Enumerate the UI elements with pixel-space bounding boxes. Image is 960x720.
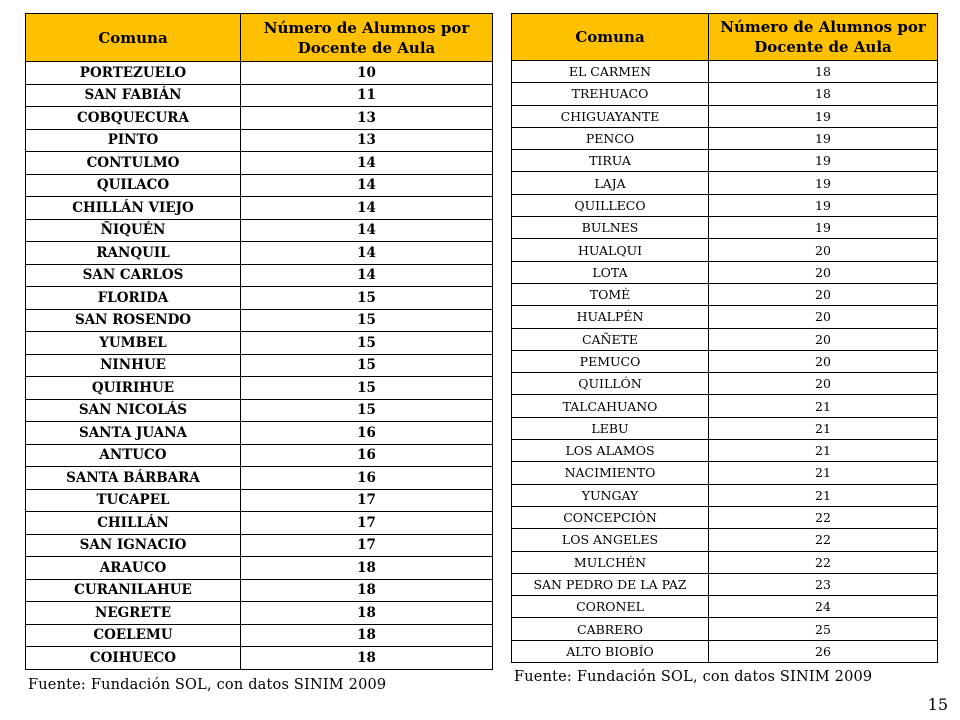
right-comuna-cell: CHIGUAYANTE	[512, 105, 709, 127]
left-comuna-cell: SAN CARLOS	[26, 264, 241, 287]
right-table-row	[512, 328, 938, 350]
right-comuna-cell: PEMUCO	[512, 350, 709, 372]
left-table-row	[26, 602, 493, 625]
right-ratio-cell: 21	[709, 484, 938, 506]
left-table-row	[26, 579, 493, 602]
right-table-row	[512, 551, 938, 573]
left-table-row	[26, 332, 493, 355]
right-comuna-cell: TOMÉ	[512, 283, 709, 305]
right-ratio-cell: 20	[709, 350, 938, 372]
right-comuna-cell: LOS ANGELES	[512, 529, 709, 551]
page-number: 15	[927, 695, 948, 714]
right-table-row	[512, 105, 938, 127]
right-ratio-cell: 22	[709, 506, 938, 528]
right-ratio-cell: 22	[709, 529, 938, 551]
left-comuna-cell: CHILLÁN VIEJO	[26, 197, 241, 220]
right-comuna-cell: TALCAHUANO	[512, 395, 709, 417]
left-ratio-cell: 14	[241, 174, 493, 197]
right-table-row	[512, 640, 938, 662]
left-ratio-cell: 18	[241, 579, 493, 602]
left-comuna-cell: CONTULMO	[26, 152, 241, 175]
right-ratio-cell: 24	[709, 596, 938, 618]
left-table-row	[26, 287, 493, 310]
left-ratio-cell: 14	[241, 197, 493, 220]
left-table-row	[26, 309, 493, 332]
left-comuna-cell: SANTA JUANA	[26, 422, 241, 445]
left-comuna-cell: ANTUCO	[26, 444, 241, 467]
left-table-row	[26, 377, 493, 400]
right-table-row	[512, 440, 938, 462]
left-comuna-cell: SANTA BÁRBARA	[26, 467, 241, 490]
right-ratio-cell: 22	[709, 551, 938, 573]
right-table-row	[512, 217, 938, 239]
left-table-row	[26, 624, 493, 647]
right-ratio-cell: 19	[709, 172, 938, 194]
right-comuna-cell: LOS ALAMOS	[512, 440, 709, 462]
right-table-row	[512, 506, 938, 528]
right-comuna-cell: BULNES	[512, 217, 709, 239]
left-table-row	[26, 534, 493, 557]
right-table-body	[512, 61, 938, 663]
right-comuna-cell: LAJA	[512, 172, 709, 194]
right-ratio-cell: 23	[709, 573, 938, 595]
right-comuna-cell: TREHUACO	[512, 83, 709, 105]
right-table-row	[512, 306, 938, 328]
right-comuna-cell: HUALQUI	[512, 239, 709, 261]
left-ratio-cell: 15	[241, 287, 493, 310]
right-comuna-cell: CABRERO	[512, 618, 709, 640]
left-ratio-cell: 16	[241, 467, 493, 490]
right-table-row	[512, 239, 938, 261]
left-header-ratio: Número de Alumnos por Docente de Aula	[241, 14, 493, 62]
right-comuna-cell: HUALPÉN	[512, 306, 709, 328]
right-table-row	[512, 283, 938, 305]
left-table-row	[26, 489, 493, 512]
right-ratio-cell: 21	[709, 417, 938, 439]
left-ratio-cell: 14	[241, 152, 493, 175]
right-comuna-cell: CONCEPCIÓN	[512, 506, 709, 528]
right-comuna-cell: LOTA	[512, 261, 709, 283]
left-ratio-cell: 18	[241, 624, 493, 647]
left-ratio-cell: 17	[241, 534, 493, 557]
right-comuna-cell: NACIMIENTO	[512, 462, 709, 484]
left-comuna-cell: RANQUIL	[26, 242, 241, 265]
left-comuna-cell: NEGRETE	[26, 602, 241, 625]
left-table-row	[26, 422, 493, 445]
left-ratio-cell: 10	[241, 62, 493, 85]
right-ratio-cell: 20	[709, 239, 938, 261]
left-source-note: Fuente: Fundación SOL, con datos SINIM 2009	[28, 677, 387, 693]
left-ratio-cell: 15	[241, 332, 493, 355]
left-ratio-cell: 14	[241, 242, 493, 265]
left-table-row	[26, 264, 493, 287]
right-table-row	[512, 373, 938, 395]
left-comuna-cell: YUMBEL	[26, 332, 241, 355]
right-table-row	[512, 395, 938, 417]
left-comuna-cell: SAN ROSENDO	[26, 309, 241, 332]
right-table-row	[512, 484, 938, 506]
left-table-row	[26, 557, 493, 580]
left-comuna-cell: COELEMU	[26, 624, 241, 647]
right-table-row	[512, 194, 938, 216]
right-table-row	[512, 618, 938, 640]
left-ratio-cell: 17	[241, 512, 493, 535]
right-ratio-cell: 20	[709, 306, 938, 328]
right-ratio-cell: 20	[709, 328, 938, 350]
left-comuna-cell: ARAUCO	[26, 557, 241, 580]
left-ratio-cell: 14	[241, 219, 493, 242]
left-ratio-cell: 15	[241, 377, 493, 400]
left-ratio-cell: 18	[241, 602, 493, 625]
left-table-row	[26, 152, 493, 175]
right-ratio-cell: 21	[709, 462, 938, 484]
right-ratio-cell: 20	[709, 283, 938, 305]
right-table	[511, 13, 938, 663]
right-comuna-cell: EL CARMEN	[512, 61, 709, 83]
left-comuna-cell: NINHUE	[26, 354, 241, 377]
right-table-row	[512, 150, 938, 172]
right-table-row	[512, 350, 938, 372]
right-comuna-cell: LEBU	[512, 417, 709, 439]
left-comuna-cell: PINTO	[26, 129, 241, 152]
right-ratio-cell: 19	[709, 217, 938, 239]
right-comuna-cell: CORONEL	[512, 596, 709, 618]
left-comuna-cell: QUILACO	[26, 174, 241, 197]
left-comuna-cell: QUIRIHUE	[26, 377, 241, 400]
left-ratio-cell: 16	[241, 444, 493, 467]
right-ratio-cell: 18	[709, 83, 938, 105]
left-table-row	[26, 647, 493, 670]
right-ratio-cell: 20	[709, 373, 938, 395]
right-table-row	[512, 61, 938, 83]
left-table-row	[26, 399, 493, 422]
right-ratio-cell: 21	[709, 440, 938, 462]
left-comuna-cell: CURANILAHUE	[26, 579, 241, 602]
right-comuna-cell: SAN PEDRO DE LA PAZ	[512, 573, 709, 595]
right-ratio-cell: 20	[709, 261, 938, 283]
right-ratio-cell: 18	[709, 61, 938, 83]
left-ratio-cell: 15	[241, 309, 493, 332]
right-comuna-cell: QUILLECO	[512, 194, 709, 216]
right-comuna-cell: TIRUA	[512, 150, 709, 172]
left-table-row	[26, 467, 493, 490]
left-ratio-cell: 18	[241, 557, 493, 580]
right-comuna-cell: QUILLÓN	[512, 373, 709, 395]
right-ratio-cell: 19	[709, 150, 938, 172]
right-comuna-cell: ALTO BIOBÍO	[512, 640, 709, 662]
right-table-row	[512, 261, 938, 283]
left-comuna-cell: FLORIDA	[26, 287, 241, 310]
left-comuna-cell: PORTEZUELO	[26, 62, 241, 85]
left-table-row	[26, 242, 493, 265]
left-table-row	[26, 174, 493, 197]
left-table-row	[26, 107, 493, 130]
right-comuna-cell: CAÑETE	[512, 328, 709, 350]
right-table-row	[512, 127, 938, 149]
right-source-note: Fuente: Fundación SOL, con datos SINIM 2009	[514, 669, 873, 685]
right-header-ratio: Número de Alumnos por Docente de Aula	[709, 14, 938, 61]
left-comuna-cell: COIHUECO	[26, 647, 241, 670]
left-table-row	[26, 354, 493, 377]
left-comuna-cell: SAN FABIÁN	[26, 84, 241, 107]
left-comuna-cell: CHILLÁN	[26, 512, 241, 535]
right-comuna-cell: YUNGAY	[512, 484, 709, 506]
right-table-row	[512, 83, 938, 105]
right-comuna-cell: MULCHÉN	[512, 551, 709, 573]
left-ratio-cell: 15	[241, 399, 493, 422]
left-ratio-cell: 13	[241, 129, 493, 152]
left-table-row	[26, 197, 493, 220]
left-ratio-cell: 18	[241, 647, 493, 670]
right-table-row	[512, 596, 938, 618]
right-ratio-cell: 26	[709, 640, 938, 662]
left-ratio-cell: 11	[241, 84, 493, 107]
left-comuna-cell: SAN NICOLÁS	[26, 399, 241, 422]
left-table-row	[26, 129, 493, 152]
left-table-row	[26, 219, 493, 242]
right-table-header-row	[512, 14, 938, 61]
left-table-body	[26, 62, 493, 670]
left-ratio-cell: 17	[241, 489, 493, 512]
left-comuna-cell: TUCAPEL	[26, 489, 241, 512]
right-header-comuna: Comuna	[512, 14, 709, 61]
left-ratio-cell: 15	[241, 354, 493, 377]
left-comuna-cell: ÑIQUÉN	[26, 219, 241, 242]
left-table-row	[26, 84, 493, 107]
right-table-row	[512, 573, 938, 595]
right-ratio-cell: 19	[709, 127, 938, 149]
right-table-row	[512, 417, 938, 439]
left-ratio-cell: 16	[241, 422, 493, 445]
left-comuna-cell: COBQUECURA	[26, 107, 241, 130]
right-ratio-cell: 21	[709, 395, 938, 417]
right-table-row	[512, 529, 938, 551]
right-ratio-cell: 19	[709, 105, 938, 127]
left-table-row	[26, 62, 493, 85]
right-table-row	[512, 172, 938, 194]
left-table-header-row	[26, 14, 493, 62]
left-ratio-cell: 13	[241, 107, 493, 130]
left-comuna-cell: SAN IGNACIO	[26, 534, 241, 557]
left-table	[25, 13, 493, 670]
right-comuna-cell: PENCO	[512, 127, 709, 149]
right-ratio-cell: 19	[709, 194, 938, 216]
left-table-row	[26, 512, 493, 535]
left-table-row	[26, 444, 493, 467]
right-ratio-cell: 25	[709, 618, 938, 640]
right-table-row	[512, 462, 938, 484]
left-ratio-cell: 14	[241, 264, 493, 287]
left-header-comuna: Comuna	[26, 14, 241, 62]
